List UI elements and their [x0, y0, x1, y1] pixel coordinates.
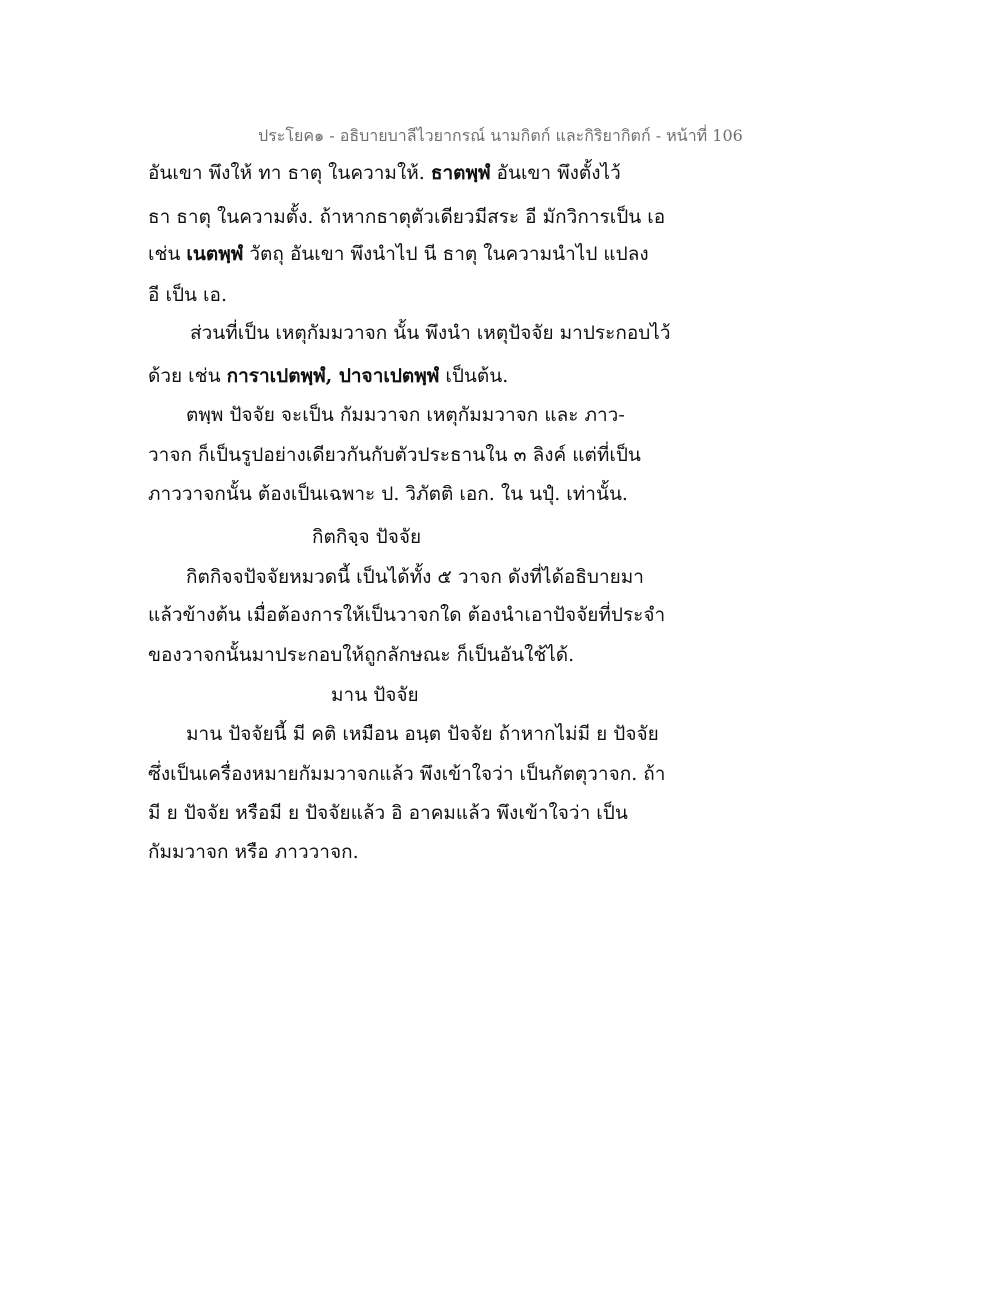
text-span: ด้วย เช่น — [148, 365, 227, 387]
text-span: เป็นต้น. — [439, 365, 509, 387]
text-span: อันเขา พึงให้ ทา ธาตุ ในความให้. — [148, 162, 431, 184]
text-span: อันเขา พึงตั้งไว้ — [490, 162, 621, 184]
text-span: วัตถุ อันเขา พึงนำไป นี ธาตุ ในความนำไป แปลง — [243, 243, 649, 265]
text-line-8: วาจก ก็เป็นรูปอย่างเดียวกันกับตัวประธานใน ๓ ลิงค์ แต่ที่เป็น — [148, 444, 641, 466]
paragraph-first-line: ส่วนที่เป็น เหตุกัมมวาจก นั้น พึงนำ เหตุปัจจัย มาประกอบไว้ — [190, 322, 671, 344]
text-line-14: ซึ่งเป็นเครื่องหมายกัมมวาจกแล้ว พึงเข้าใจว่า เป็นกัตตุวาจก. ถ้า — [148, 763, 666, 785]
text-line-6 — [148, 364, 508, 388]
text-line-11: แล้วข้างต้น เมื่อต้องการให้เป็นวาจกใด ต้องนำเอาปัจจัยที่ประจำ — [148, 604, 666, 626]
bold-term: การาเปตพฺพํ, ปาจาเปตพฺพํ — [226, 365, 440, 387]
bold-term: เนตพฺพํ — [186, 243, 244, 265]
section-heading: มาน ปัจจัย — [331, 684, 419, 706]
paragraph-first-line: ตพฺพ ปัจจัย จะเป็น กัมมวาจก เหตุกัมมวาจก และ ภาว- — [186, 404, 625, 426]
paragraph-first-line: มาน ปัจจัยนี้ มี คติ เหมือน อนฺต ปัจจัย ถ้าหากไม่มี ย ปัจจัย — [186, 723, 659, 745]
text-line-15: มี ย ปัจจัย หรือมี ย ปัจจัยแล้ว อิ อาคมแล้ว พึงเข้าใจว่า เป็น — [148, 802, 628, 824]
text-line-1 — [148, 161, 621, 185]
text-line-4: อี เป็น เอ. — [148, 284, 227, 306]
text-line-9: ภาววาจกนั้น ต้องเป็นเฉพาะ ป. วิภัตติ เอก. ใน นปุํ. เท่านั้น. — [148, 483, 628, 505]
paragraph-first-line: กิตกิจจปัจจัยหมวดนี้ เป็นได้ทั้ง ๕ วาจก ดังที่ได้อธิบายมา — [186, 566, 644, 588]
running-header: ประโยค๑ - อธิบายบาลีไวยากรณ์ นามกิตก์ และกิริยากิตก์ - หน้าที่ 106 — [258, 126, 743, 145]
text-line-12: ของวาจกนั้นมาประกอบให้ถูกลักษณะ ก็เป็นอันใช้ได้. — [148, 644, 575, 666]
section-heading: กิตกิจฺจ ปัจจัย — [312, 526, 422, 548]
text-line-3 — [148, 242, 649, 266]
text-span: เช่น — [148, 243, 187, 265]
bold-term: ธาตพฺพํ — [430, 162, 491, 184]
text-line-16: กัมมวาจก หรือ ภาววาจก. — [148, 841, 359, 863]
text-line-2: ธา ธาตุ ในความตั้ง. ถ้าหากธาตุตัวเดียวมีสระ อี มักวิการเป็น เอ — [148, 206, 666, 228]
